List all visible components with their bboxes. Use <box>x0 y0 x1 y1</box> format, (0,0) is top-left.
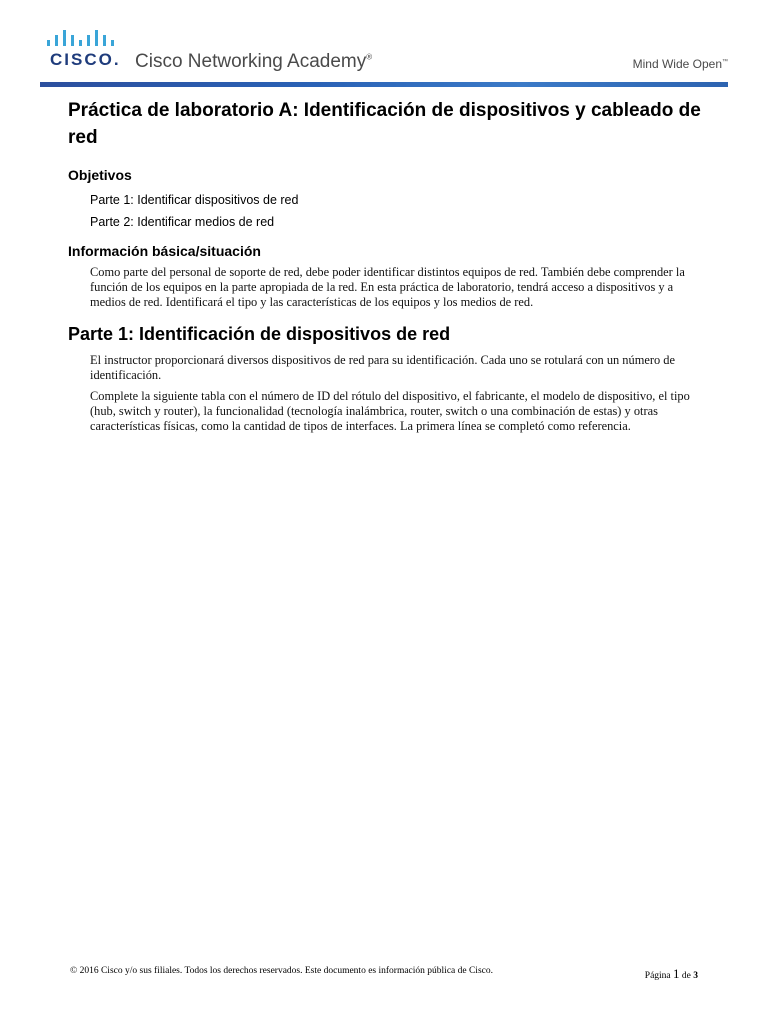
objective-item: Parte 1: Identificar dispositivos de red <box>90 193 299 207</box>
page-footer <box>70 966 698 981</box>
page-label: Página <box>644 971 671 981</box>
cisco-wordmark: CISCO. <box>50 50 121 69</box>
part1-paragraph: Complete la siguiente tabla con el número de ID del rótulo del dispositivo, el fabricante, el modelo de dispositivo, el tipo (hub, switch y router), la funcionalidad (tecnología inalámbrica, router, switch o una combinación de estas) y otras características físicas, como la cantidad de tipos de interfaces. La primera línea se completó como referencia. <box>90 389 690 433</box>
academy-name <box>135 51 372 73</box>
part1-paragraph: El instructor proporcionará diversos dispositivos de red para su identificación. Cada uno se rotulará con un número de identificación. <box>90 353 675 382</box>
page-number: 1 <box>673 966 680 981</box>
objectives-heading: Objetivos <box>68 167 132 183</box>
page-total: 3 <box>693 971 698 981</box>
trademark-mark: ™ <box>722 59 728 65</box>
page-header <box>0 0 768 90</box>
academy-name-text: Cisco Networking Academy <box>135 51 367 72</box>
cisco-logo-bars-icon <box>45 30 115 50</box>
part1-heading: Parte 1: Identificación de dispositivos de red <box>68 324 451 344</box>
background-paragraph: Como parte del personal de soporte de red, debe poder identificar distintos equipos de red. También debe comprender la función de los equipos en la parte apropiada de la red. En esta práctica de laboratorio, tendrá acceso a dispositivos y a medios de red. Identificará el tipo y las características de los equipos y los medios de red. <box>90 265 685 309</box>
tagline-text: Mind Wide Open <box>632 57 722 71</box>
document-body <box>68 97 708 440</box>
objective-item: Parte 2: Identificar medios de red <box>90 215 275 229</box>
page-indicator <box>645 966 698 982</box>
copyright-notice: © 2016 Cisco y/o sus filiales. Todos los derechos reservados. Este documento es información pública de Cisco. <box>70 966 493 976</box>
page-of: de <box>681 971 691 981</box>
header-rule <box>40 82 728 87</box>
tagline <box>633 57 728 71</box>
background-heading: Información básica/situación <box>68 243 261 259</box>
registered-mark: ® <box>366 52 373 62</box>
document-title: Práctica de laboratorio A: Identificación de dispositivos y cableado de red <box>68 100 701 148</box>
